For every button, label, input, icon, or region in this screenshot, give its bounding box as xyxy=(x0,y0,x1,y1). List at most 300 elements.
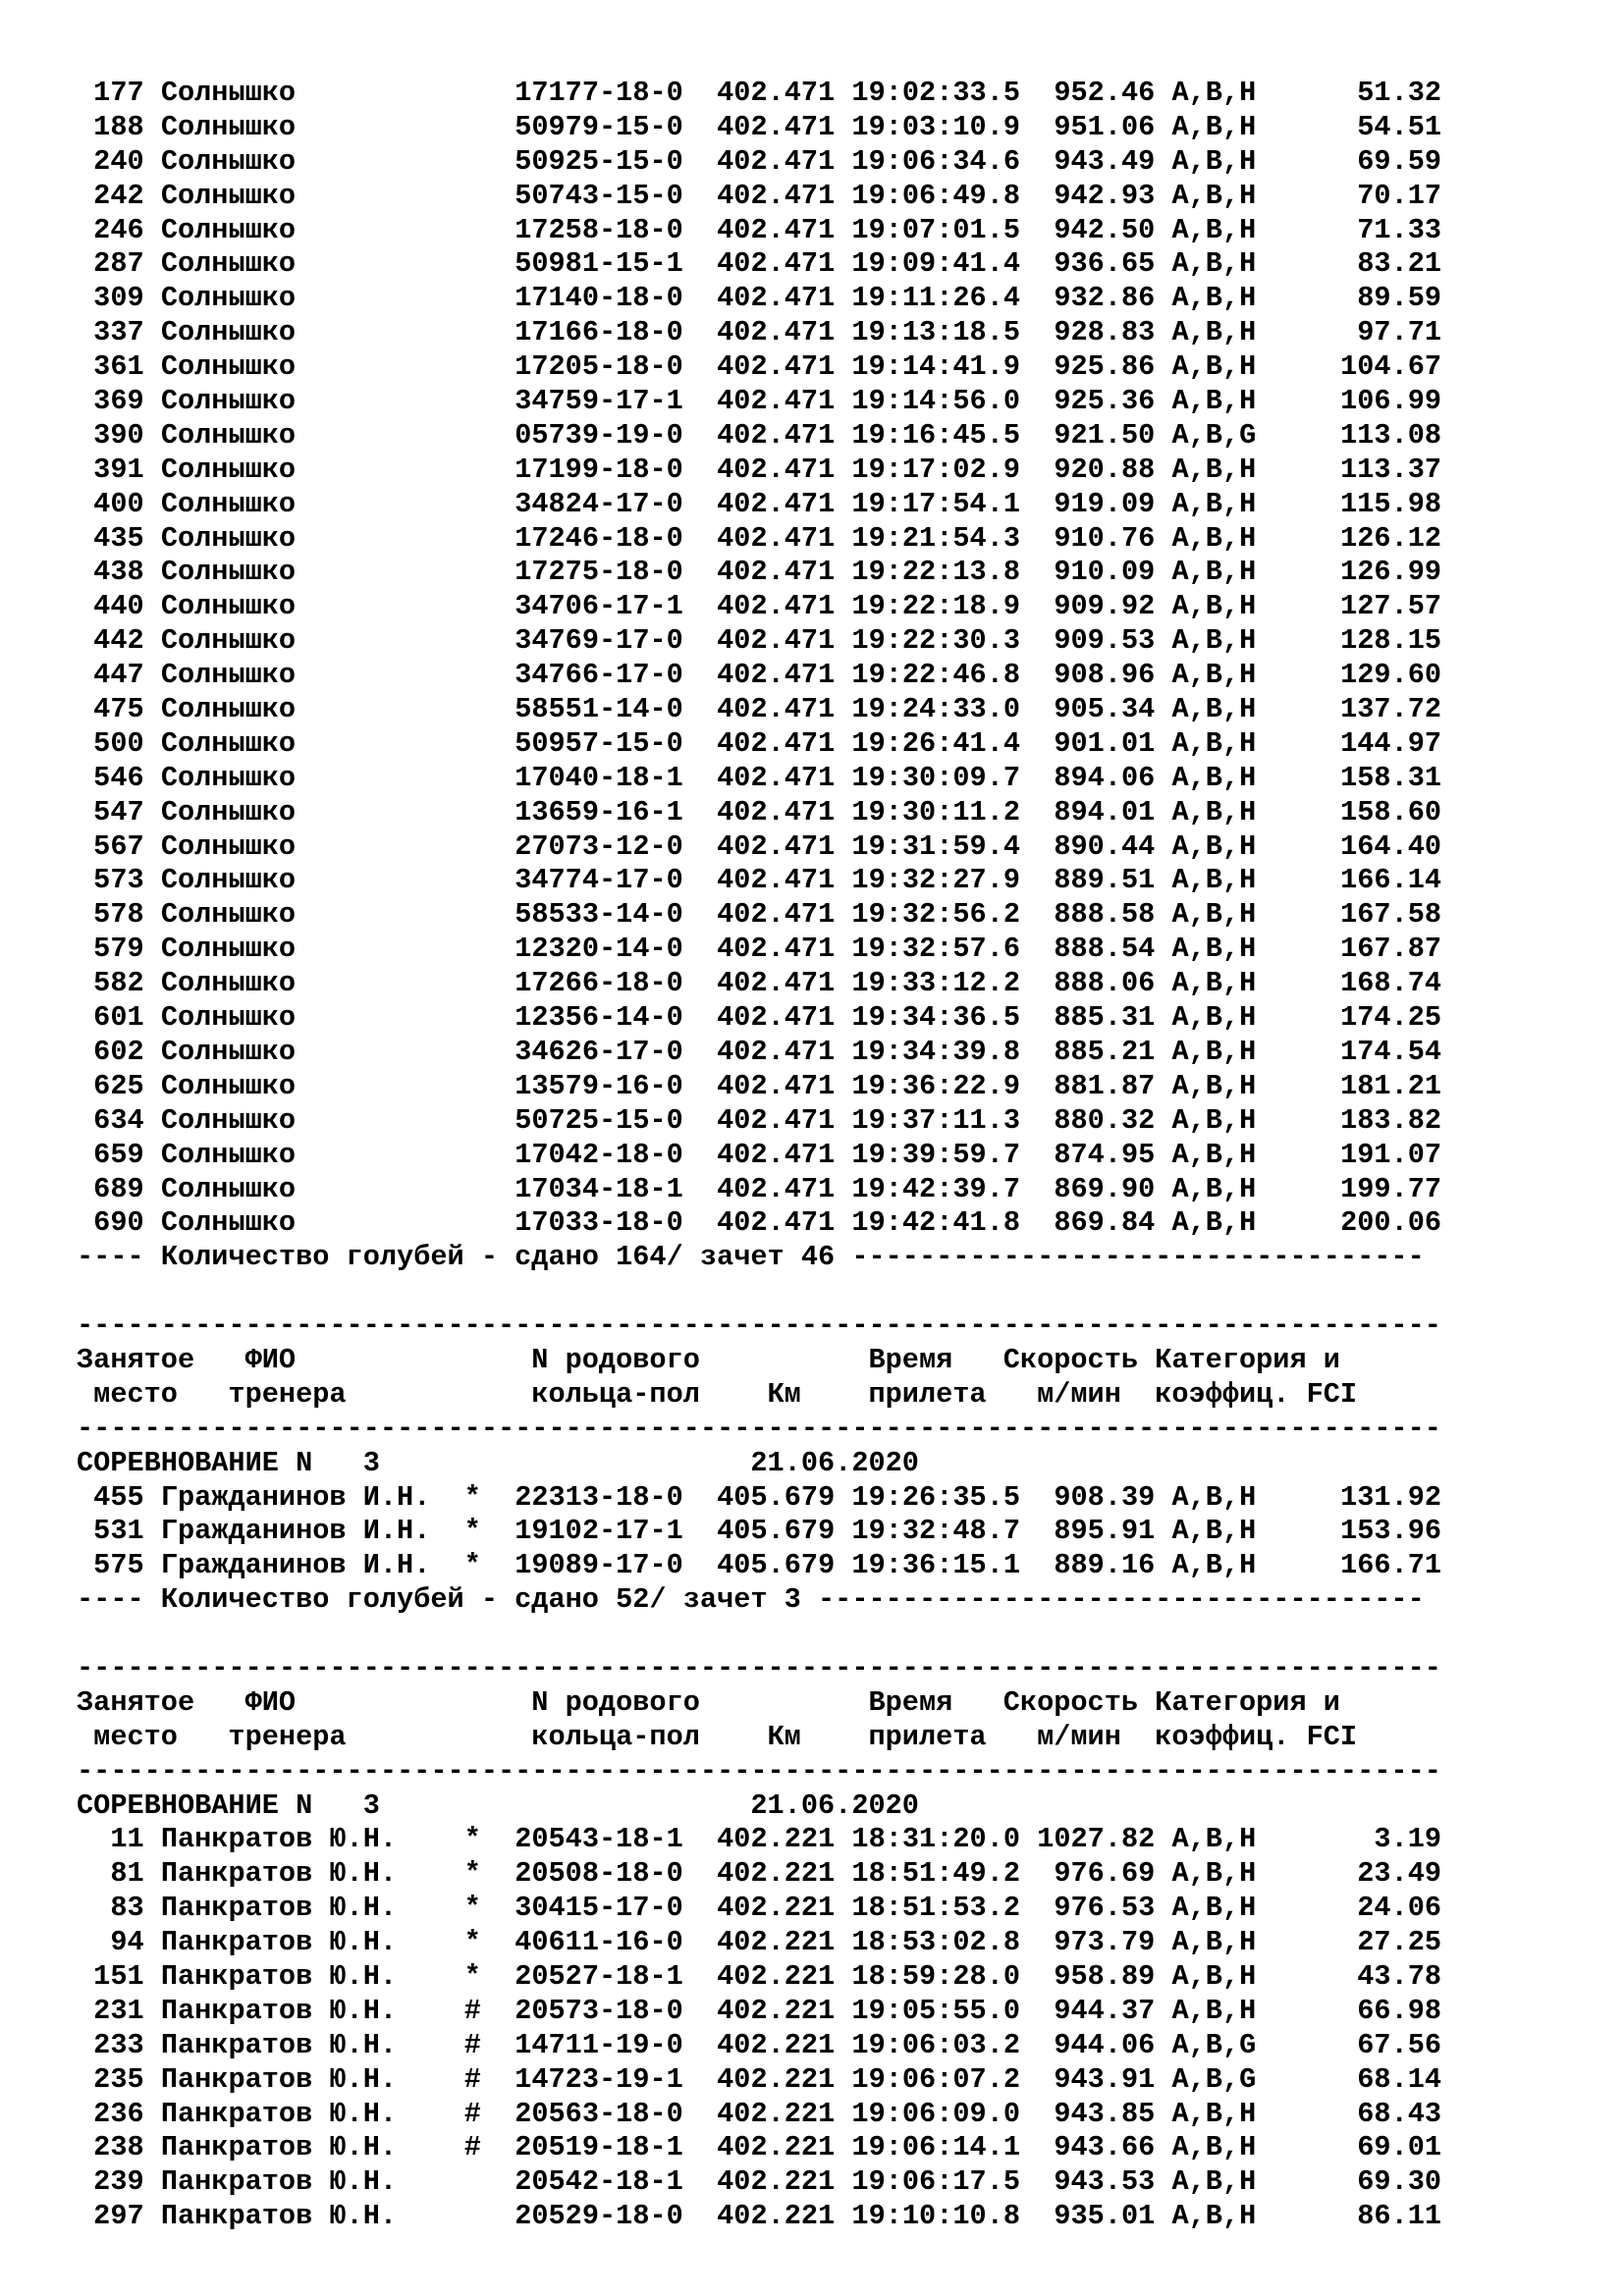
cell-cat: A,B,H xyxy=(1171,1515,1257,1548)
cell-mark xyxy=(464,145,481,178)
table-row xyxy=(77,933,1549,967)
cell-km: 402.221 xyxy=(717,1994,836,2027)
cell-time: 19:39:59.7 xyxy=(851,1138,1021,1171)
cell-fci: 86.11 xyxy=(1272,2200,1442,2233)
cell-mark xyxy=(464,385,481,417)
cell-ring: 20573-18-0 xyxy=(514,1994,683,2027)
cell-cat: A,B,H xyxy=(1171,556,1257,589)
cell-fci: 131.92 xyxy=(1272,1480,1442,1514)
cell-km: 402.221 xyxy=(717,1959,836,1993)
cell-ring: 20543-18-1 xyxy=(514,1823,683,1856)
competition-line: СОРЕВНОВАНИЕ N 3 21.06.2020 xyxy=(77,1789,919,1822)
cell-time: 19:17:54.1 xyxy=(851,487,1021,520)
cell-speed: 889.16 xyxy=(1037,1549,1156,1582)
table-row xyxy=(77,282,1549,316)
cell-ring: 34824-17-0 xyxy=(514,487,683,520)
table-row xyxy=(77,111,1549,145)
cell-cat: A,B,H xyxy=(1171,282,1257,315)
cell-cat: A,B,H xyxy=(1171,2131,1257,2164)
cell-speed: 925.36 xyxy=(1037,385,1156,418)
cell-cat: A,B,H xyxy=(1171,1206,1257,1240)
cell-cat: A,B,H xyxy=(1171,1892,1257,1925)
cell-ring: 17205-18-0 xyxy=(514,350,683,384)
cell-cat: A,B,H xyxy=(1171,1035,1257,1068)
cell-fci: 164.40 xyxy=(1272,829,1442,863)
cell-ring: 27073-12-0 xyxy=(514,829,683,863)
cell-place: 475 xyxy=(77,693,144,726)
cell-place: 297 xyxy=(77,2200,144,2233)
cell-fci: 174.25 xyxy=(1272,1001,1442,1035)
cell-name: Солнышко xyxy=(160,795,448,828)
cell-ring: 17166-18-0 xyxy=(514,316,683,349)
cell-cat: A,B,H xyxy=(1171,1994,1257,2027)
cell-name: Гражданинов И.Н. xyxy=(160,1515,448,1548)
header-rule-top: --------------------------------------------------------------------------------- xyxy=(77,1651,1441,1684)
cell-km: 402.221 xyxy=(717,2028,836,2061)
cell-place: 573 xyxy=(77,864,144,897)
cell-ring: 20519-18-1 xyxy=(514,2131,683,2164)
cell-speed: 1027.82 xyxy=(1037,1823,1156,1856)
cell-speed: 943.66 xyxy=(1037,2131,1156,2164)
cell-place: 500 xyxy=(77,726,144,760)
cell-km: 402.471 xyxy=(717,1001,836,1035)
cell-time: 19:42:39.7 xyxy=(851,1172,1021,1205)
cell-km: 402.471 xyxy=(717,556,836,589)
table-row xyxy=(77,316,1549,350)
cell-ring: 05739-19-0 xyxy=(514,418,683,452)
cell-time: 19:24:33.0 xyxy=(851,693,1021,726)
cell-km: 402.471 xyxy=(717,418,836,452)
cell-cat: A,B,H xyxy=(1171,179,1257,212)
cell-fci: 128.15 xyxy=(1272,624,1442,658)
cell-name: Солнышко xyxy=(160,1172,448,1205)
cell-place: 188 xyxy=(77,110,144,143)
cell-speed: 976.53 xyxy=(1037,1892,1156,1925)
cell-cat: A,B,H xyxy=(1171,247,1257,281)
cell-cat: A,B,H xyxy=(1171,1172,1257,1205)
cell-fci: 181.21 xyxy=(1272,1069,1442,1102)
cell-mark xyxy=(464,282,481,314)
cell-mark: # xyxy=(463,1994,481,2027)
cell-fci: 200.06 xyxy=(1272,1206,1442,1240)
cell-km: 402.471 xyxy=(717,726,836,760)
cell-place: 579 xyxy=(77,933,144,966)
cell-cat: A,B,H xyxy=(1171,453,1257,486)
cell-speed: 894.06 xyxy=(1037,761,1156,794)
cell-mark xyxy=(464,247,481,280)
cell-km: 402.471 xyxy=(717,282,836,315)
cell-cat: A,B,H xyxy=(1171,624,1257,658)
cell-cat: A,B,H xyxy=(1171,1823,1257,1856)
cell-fci: 166.71 xyxy=(1272,1549,1442,1582)
cell-name: Солнышко xyxy=(160,898,448,932)
cell-mark: * xyxy=(463,1823,481,1856)
table-row xyxy=(77,762,1549,796)
cell-fci: 126.99 xyxy=(1272,556,1442,589)
cell-speed: 942.50 xyxy=(1037,213,1156,246)
cell-time: 19:06:17.5 xyxy=(851,2165,1021,2199)
cell-ring: 12356-14-0 xyxy=(514,1001,683,1035)
cell-ring: 50981-15-1 xyxy=(514,247,683,281)
cell-place: 369 xyxy=(77,385,144,418)
cell-cat: A,B,H xyxy=(1171,761,1257,794)
cell-mark xyxy=(464,419,481,452)
cell-name: Панкратов Ю.Н. xyxy=(160,2028,448,2061)
cell-ring: 19102-17-1 xyxy=(514,1515,683,1548)
header-rule-top: --------------------------------------------------------------------------------- xyxy=(77,1309,1441,1343)
cell-place: 151 xyxy=(77,1959,144,1993)
cell-speed: 869.84 xyxy=(1037,1206,1156,1240)
cell-cat: A,B,H xyxy=(1171,1549,1257,1582)
cell-mark: * xyxy=(463,1515,481,1548)
cell-ring: 20542-18-1 xyxy=(514,2165,683,2199)
cell-place: 447 xyxy=(77,659,144,692)
cell-cat: A,B,G xyxy=(1171,418,1257,452)
cell-ring: 14723-19-1 xyxy=(514,2062,683,2096)
cell-speed: 910.76 xyxy=(1037,521,1156,555)
cell-time: 18:53:02.8 xyxy=(851,1926,1021,1959)
cell-time: 18:31:20.0 xyxy=(851,1823,1021,1856)
cell-place: 625 xyxy=(77,1069,144,1102)
cell-cat: A,B,H xyxy=(1171,1959,1257,1993)
cell-time: 19:22:18.9 xyxy=(851,590,1021,623)
cell-ring: 34769-17-0 xyxy=(514,624,683,658)
cell-fci: 113.08 xyxy=(1272,418,1442,452)
cell-name: Солнышко xyxy=(160,556,448,589)
cell-speed: 951.06 xyxy=(1037,110,1156,143)
cell-cat: A,B,H xyxy=(1171,2200,1257,2233)
cell-ring: 20508-18-0 xyxy=(514,1857,683,1891)
cell-time: 19:34:39.8 xyxy=(851,1035,1021,1068)
cell-speed: 905.34 xyxy=(1037,693,1156,726)
table-row xyxy=(77,1104,1549,1139)
cell-time: 19:26:41.4 xyxy=(851,726,1021,760)
cell-km: 402.221 xyxy=(717,1823,836,1856)
cell-name: Солнышко xyxy=(160,761,448,794)
table-row xyxy=(77,2165,1549,2200)
table-row xyxy=(77,1926,1549,1960)
cell-cat: A,B,H xyxy=(1171,521,1257,555)
cell-place: 690 xyxy=(77,1206,144,1240)
cell-speed: 894.01 xyxy=(1037,795,1156,828)
cell-mark xyxy=(464,454,481,486)
cell-fci: 23.49 xyxy=(1272,1857,1442,1891)
cell-fci: 166.14 xyxy=(1272,864,1442,897)
cell-fci: 97.71 xyxy=(1272,316,1442,349)
table-row xyxy=(77,590,1549,624)
cell-speed: 908.39 xyxy=(1037,1480,1156,1514)
cell-ring: 34706-17-1 xyxy=(514,590,683,623)
competition-line: СОРЕВНОВАНИЕ N 3 21.06.2020 xyxy=(77,1446,919,1479)
cell-mark: # xyxy=(463,2062,481,2096)
cell-ring: 50957-15-0 xyxy=(514,726,683,760)
cell-place: 236 xyxy=(77,2097,144,2130)
cell-place: 242 xyxy=(77,179,144,212)
cell-cat: A,B,H xyxy=(1171,144,1257,178)
cell-mark xyxy=(464,1070,481,1102)
cell-place: 337 xyxy=(77,316,144,349)
table-row xyxy=(77,2098,1549,2132)
cell-time: 19:26:35.5 xyxy=(851,1480,1021,1514)
cell-cat: A,B,H xyxy=(1171,2097,1257,2130)
table-row xyxy=(77,1960,1549,1995)
cell-name: Панкратов Ю.Н. xyxy=(160,2097,448,2130)
cell-name: Солнышко xyxy=(160,967,448,1000)
cell-fci: 67.56 xyxy=(1272,2028,1442,2061)
cell-mark: # xyxy=(463,2131,481,2164)
cell-km: 405.679 xyxy=(717,1515,836,1548)
cell-mark xyxy=(464,2200,481,2232)
cell-speed: 943.49 xyxy=(1037,144,1156,178)
cell-ring: 17275-18-0 xyxy=(514,556,683,589)
cell-time: 19:33:12.2 xyxy=(851,967,1021,1000)
cell-time: 19:06:14.1 xyxy=(851,2131,1021,2164)
table-row xyxy=(77,247,1549,282)
cell-mark: * xyxy=(463,1926,481,1959)
cell-km: 402.471 xyxy=(717,967,836,1000)
cell-fci: 167.87 xyxy=(1272,933,1442,966)
cell-speed: 935.01 xyxy=(1037,2200,1156,2233)
results-document xyxy=(77,77,1549,2234)
cell-place: 390 xyxy=(77,418,144,452)
cell-mark xyxy=(464,967,481,999)
table-row xyxy=(77,1823,1549,1857)
cell-mark xyxy=(464,111,481,143)
header-line-1: Занятое ФИО N родового Время Скорость Категория и xyxy=(77,1685,1340,1719)
cell-km: 402.471 xyxy=(717,590,836,623)
cell-place: 689 xyxy=(77,1172,144,1205)
cell-ring: 14711-19-0 xyxy=(514,2028,683,2061)
cell-time: 19:22:30.3 xyxy=(851,624,1021,658)
table-row xyxy=(77,145,1549,180)
cell-ring: 50979-15-0 xyxy=(514,110,683,143)
table-row xyxy=(77,1857,1549,1892)
cell-mark xyxy=(464,898,481,931)
cell-mark xyxy=(464,1104,481,1137)
cell-speed: 973.79 xyxy=(1037,1926,1156,1959)
cell-place: 547 xyxy=(77,795,144,828)
summary-line: ---- Количество голубей - сдано 52/ зачет 3 ------------------------------------ xyxy=(77,1583,1425,1617)
cell-speed: 925.86 xyxy=(1037,350,1156,384)
cell-fci: 106.99 xyxy=(1272,385,1442,418)
table-row xyxy=(77,1515,1549,1549)
cell-place: 233 xyxy=(77,2028,144,2061)
cell-ring: 34759-17-1 xyxy=(514,385,683,418)
cell-speed: 943.91 xyxy=(1037,2062,1156,2096)
cell-km: 402.221 xyxy=(717,1892,836,1925)
cell-km: 402.471 xyxy=(717,933,836,966)
cell-name: Солнышко xyxy=(160,1001,448,1035)
cell-cat: A,B,G xyxy=(1171,2062,1257,2096)
cell-speed: 928.83 xyxy=(1037,316,1156,349)
cell-mark xyxy=(464,77,481,109)
cell-speed: 908.96 xyxy=(1037,659,1156,692)
table-row xyxy=(77,350,1549,385)
cell-cat: A,B,H xyxy=(1171,967,1257,1000)
cell-place: 531 xyxy=(77,1515,144,1548)
table-row xyxy=(77,522,1549,557)
cell-ring: 20529-18-0 xyxy=(514,2200,683,2233)
cell-name: Солнышко xyxy=(160,247,448,281)
cell-fci: 69.59 xyxy=(1272,144,1442,178)
cell-fci: 144.97 xyxy=(1272,726,1442,760)
cell-mark: * xyxy=(463,1549,481,1582)
cell-time: 19:16:45.5 xyxy=(851,418,1021,452)
cell-mark xyxy=(464,350,481,383)
cell-name: Солнышко xyxy=(160,1069,448,1102)
table-row xyxy=(77,1139,1549,1173)
cell-km: 402.221 xyxy=(717,2062,836,2096)
cell-place: 438 xyxy=(77,556,144,589)
cell-fci: 3.19 xyxy=(1272,1823,1442,1856)
cell-speed: 944.37 xyxy=(1037,1994,1156,2027)
table-row xyxy=(77,1173,1549,1207)
cell-ring: 22313-18-0 xyxy=(514,1480,683,1514)
cell-speed: 943.53 xyxy=(1037,2165,1156,2199)
cell-place: 578 xyxy=(77,898,144,932)
cell-speed: 881.87 xyxy=(1037,1069,1156,1102)
table-row xyxy=(77,659,1549,693)
cell-time: 19:21:54.3 xyxy=(851,521,1021,555)
cell-mark xyxy=(464,1001,481,1034)
table-row xyxy=(77,693,1549,727)
cell-place: 309 xyxy=(77,282,144,315)
spacer xyxy=(77,1618,1549,1652)
cell-ring: 50725-15-0 xyxy=(514,1103,683,1137)
cell-mark: # xyxy=(463,2028,481,2061)
cell-fci: 71.33 xyxy=(1272,213,1442,246)
cell-fci: 27.25 xyxy=(1272,1926,1442,1959)
cell-place: 235 xyxy=(77,2062,144,2096)
cell-mark xyxy=(464,214,481,246)
table-row xyxy=(77,454,1549,488)
cell-ring: 17266-18-0 xyxy=(514,967,683,1000)
cell-ring: 17042-18-0 xyxy=(514,1138,683,1171)
cell-km: 402.471 xyxy=(717,864,836,897)
table-row xyxy=(77,1001,1549,1036)
cell-name: Солнышко xyxy=(160,316,448,349)
cell-km: 402.221 xyxy=(717,2200,836,2233)
table-row xyxy=(77,796,1549,830)
cell-ring: 13659-16-1 xyxy=(514,795,683,828)
cell-time: 19:14:41.9 xyxy=(851,350,1021,384)
cell-name: Панкратов Ю.Н. xyxy=(160,2131,448,2164)
cell-fci: 89.59 xyxy=(1272,282,1442,315)
table-row xyxy=(77,2131,1549,2165)
cell-ring: 17034-18-1 xyxy=(514,1172,683,1205)
cell-place: 435 xyxy=(77,521,144,555)
table-row xyxy=(77,1036,1549,1070)
cell-km: 402.471 xyxy=(717,624,836,658)
cell-name: Солнышко xyxy=(160,933,448,966)
cell-speed: 890.44 xyxy=(1037,829,1156,863)
cell-speed: 919.09 xyxy=(1037,487,1156,520)
cell-fci: 126.12 xyxy=(1272,521,1442,555)
table-row xyxy=(77,727,1549,762)
cell-time: 19:09:41.4 xyxy=(851,247,1021,281)
table-row xyxy=(77,2063,1549,2098)
table-row xyxy=(77,2029,1549,2063)
cell-fci: 69.01 xyxy=(1272,2131,1442,2164)
cell-name: Солнышко xyxy=(160,77,448,109)
cell-fci: 51.32 xyxy=(1272,77,1442,109)
cell-speed: 901.01 xyxy=(1037,726,1156,760)
cell-km: 402.471 xyxy=(717,77,836,109)
cell-speed: 880.32 xyxy=(1037,1103,1156,1137)
table-row xyxy=(77,556,1549,590)
cell-mark xyxy=(464,762,481,794)
cell-fci: 183.82 xyxy=(1272,1103,1442,1137)
cell-km: 402.471 xyxy=(717,795,836,828)
cell-time: 19:36:15.1 xyxy=(851,1549,1021,1582)
header-line-1: Занятое ФИО N родового Время Скорость Категория и xyxy=(77,1343,1340,1376)
cell-place: 238 xyxy=(77,2131,144,2164)
cell-place: 634 xyxy=(77,1103,144,1137)
cell-fci: 127.57 xyxy=(1272,590,1442,623)
cell-mark xyxy=(464,590,481,622)
cell-place: 361 xyxy=(77,350,144,384)
cell-mark xyxy=(464,556,481,588)
cell-km: 402.471 xyxy=(717,213,836,246)
cell-name: Солнышко xyxy=(160,350,448,384)
cell-time: 19:22:13.8 xyxy=(851,556,1021,589)
cell-place: 601 xyxy=(77,1001,144,1035)
cell-ring: 20563-18-0 xyxy=(514,2097,683,2130)
cell-name: Гражданинов И.Н. xyxy=(160,1480,448,1514)
cell-ring: 40611-16-0 xyxy=(514,1926,683,1959)
cell-place: 391 xyxy=(77,453,144,486)
cell-mark xyxy=(464,488,481,520)
cell-ring: 50743-15-0 xyxy=(514,179,683,212)
cell-fci: 54.51 xyxy=(1272,110,1442,143)
cell-cat: A,B,H xyxy=(1171,1138,1257,1171)
cell-km: 402.471 xyxy=(717,1206,836,1240)
cell-cat: A,B,H xyxy=(1171,590,1257,623)
cell-speed: 976.69 xyxy=(1037,1857,1156,1891)
cell-time: 18:59:28.0 xyxy=(851,1959,1021,1993)
cell-place: 11 xyxy=(77,1823,144,1856)
header-rule-bottom: --------------------------------------------------------------------------------- xyxy=(77,1412,1441,1445)
cell-time: 19:06:09.0 xyxy=(851,2097,1021,2130)
cell-cat: A,B,G xyxy=(1171,2028,1257,2061)
cell-name: Панкратов Ю.Н. xyxy=(160,2165,448,2199)
cell-name: Солнышко xyxy=(160,487,448,520)
table-row xyxy=(77,385,1549,419)
cell-km: 402.471 xyxy=(717,1138,836,1171)
cell-ring: 17033-18-0 xyxy=(514,1206,683,1240)
cell-cat: A,B,H xyxy=(1171,1857,1257,1891)
cell-name: Солнышко xyxy=(160,726,448,760)
cell-speed: 932.86 xyxy=(1037,282,1156,315)
cell-fci: 69.30 xyxy=(1272,2165,1442,2199)
cell-place: 231 xyxy=(77,1994,144,2027)
table-row xyxy=(77,2200,1549,2234)
cell-km: 402.471 xyxy=(717,110,836,143)
cell-ring: 34766-17-0 xyxy=(514,659,683,692)
cell-cat: A,B,H xyxy=(1171,350,1257,384)
cell-name: Солнышко xyxy=(160,624,448,658)
cell-cat: A,B,H xyxy=(1171,77,1257,109)
cell-ring: 17199-18-0 xyxy=(514,453,683,486)
cell-cat: A,B,H xyxy=(1171,693,1257,726)
cell-mark xyxy=(464,693,481,725)
cell-ring: 34626-17-0 xyxy=(514,1035,683,1068)
cell-place: 575 xyxy=(77,1549,144,1582)
cell-mark: # xyxy=(463,2097,481,2130)
cell-name: Солнышко xyxy=(160,521,448,555)
cell-mark: * xyxy=(463,1480,481,1514)
cell-speed: 958.89 xyxy=(1037,1959,1156,1993)
